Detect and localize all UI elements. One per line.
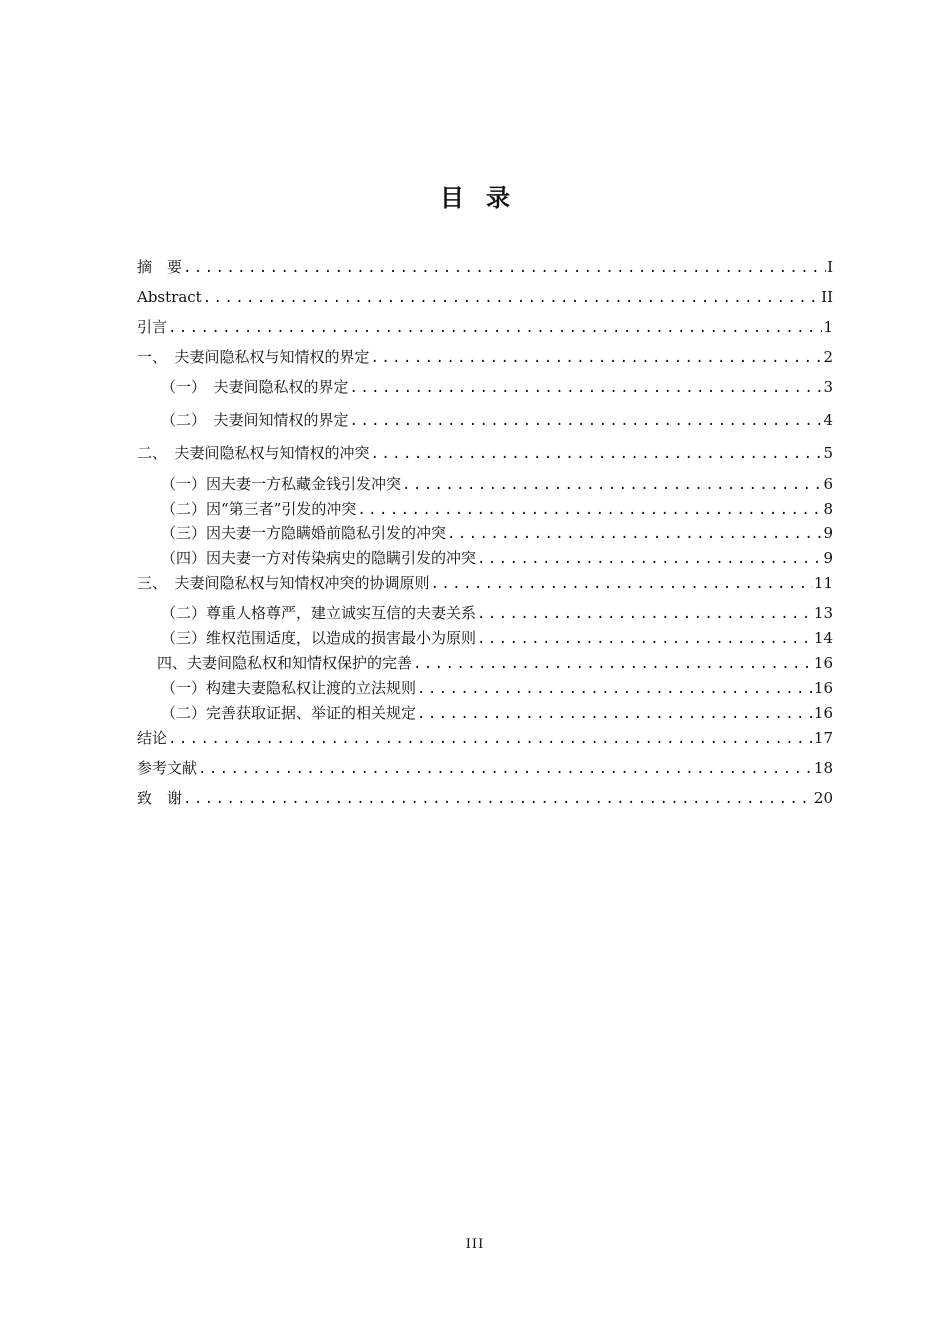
toc-entry-page: 11	[813, 574, 833, 592]
toc-entry-label: （一）构建夫妻隐私权让渡的立法规则	[161, 679, 417, 697]
toc-entry-label: 四、夫妻间隐私权和知情权保护的完善	[157, 654, 413, 672]
toc-entry-label: 三、 夫妻间隐私权与知情权冲突的协调原则	[137, 574, 430, 592]
toc-entry-page: 16	[813, 654, 833, 672]
toc-dot-leader	[417, 677, 813, 701]
toc-entry-label: 一、 夫妻间隐私权与知情权的界定	[137, 348, 370, 366]
toc-entry-label: （二） 夫妻间知情权的界定	[161, 411, 349, 429]
toc-dot-leader	[402, 473, 822, 497]
toc-entry-page: 18	[813, 759, 833, 777]
toc-entry-acknowledgements[interactable]	[137, 786, 833, 810]
toc-entry-label: 引言	[137, 318, 168, 336]
page-number: III	[465, 1237, 485, 1252]
toc-entry-label: 摘 要	[137, 258, 183, 276]
toc-entry-label: 二、 夫妻间隐私权与知情权的冲突	[137, 444, 370, 462]
toc-entry-label: （三）维权范围适度，以造成的损害最小为原则	[161, 629, 477, 647]
toc-entry-page: 17	[813, 729, 833, 747]
toc-dot-leader	[431, 572, 813, 596]
toc-entry-section-1-1[interactable]	[161, 375, 833, 399]
toc-entry-introduction[interactable]	[137, 315, 833, 339]
toc-entry-section-4-1[interactable]	[161, 676, 833, 700]
toc-dot-leader	[413, 652, 813, 676]
toc-entry-label: 参考文献	[137, 759, 198, 777]
toc-entry-section-3-3[interactable]	[161, 626, 833, 650]
toc-entry-chapter-3[interactable]	[137, 571, 833, 595]
toc-entry-abstract-cn[interactable]	[137, 255, 833, 279]
toc-dot-leader	[168, 316, 822, 340]
toc-entry-page: 16	[813, 679, 833, 697]
toc-dot-leader	[350, 376, 823, 400]
toc-dot-leader	[477, 602, 813, 626]
toc-entry-section-2-4[interactable]	[161, 546, 833, 570]
toc-entry-label: （二）完善获取证据、举证的相关规定	[161, 704, 417, 722]
toc-entry-section-1-2[interactable]	[161, 408, 833, 432]
toc-entry-chapter-2[interactable]	[137, 441, 833, 465]
toc-dot-leader	[357, 498, 822, 522]
toc-entry-page: 3	[823, 378, 833, 396]
page-title: 目录	[440, 183, 532, 212]
toc-entry-references[interactable]	[137, 756, 833, 780]
toc-dot-leader	[371, 442, 823, 466]
toc-entry-page: 14	[813, 629, 833, 647]
toc-entry-label: （二）因“第三者”引发的冲突	[161, 500, 357, 518]
toc-dot-leader	[350, 409, 823, 433]
toc-entry-conclusion[interactable]	[137, 726, 833, 750]
toc-entry-page: 1	[823, 318, 833, 336]
toc-dot-leader	[168, 727, 813, 751]
toc-entry-page: 13	[813, 604, 833, 622]
toc-entry-page: 20	[813, 789, 833, 807]
toc-entry-page: 2	[823, 348, 833, 366]
toc-entry-page: 6	[823, 475, 833, 493]
toc-entry-chapter-1[interactable]	[137, 345, 833, 369]
toc-entry-page: I	[827, 258, 833, 276]
toc-dot-leader	[477, 627, 813, 651]
toc-dot-leader	[417, 702, 813, 726]
toc-entry-page: II	[821, 288, 833, 306]
toc-entry-page: 9	[823, 549, 833, 567]
toc-dot-leader	[447, 522, 822, 546]
toc-dot-leader	[198, 757, 813, 781]
toc-entry-section-4-2[interactable]	[161, 701, 833, 725]
toc-entry-section-2-1[interactable]	[161, 472, 833, 496]
toc-entry-section-2-2[interactable]	[161, 497, 833, 521]
toc-dot-leader	[371, 346, 823, 370]
toc-entry-page: 16	[813, 704, 833, 722]
toc-entry-label: （一）因夫妻一方私藏金钱引发冲突	[161, 475, 402, 493]
toc-entry-section-2-3[interactable]	[161, 521, 833, 545]
toc-entry-label: （一） 夫妻间隐私权的界定	[161, 378, 349, 396]
toc-entry-label: （四）因夫妻一方对传染病史的隐瞒引发的冲突	[161, 549, 477, 567]
toc-entry-label: 结论	[137, 729, 168, 747]
toc-entry-page: 5	[823, 444, 833, 462]
toc-entry-section-3-2[interactable]	[161, 601, 833, 625]
toc-entry-abstract-en[interactable]	[137, 285, 833, 309]
toc-dot-leader	[183, 256, 826, 280]
toc-dot-leader	[477, 547, 822, 571]
toc-entry-page: 4	[823, 411, 833, 429]
toc-entry-chapter-4[interactable]	[157, 651, 833, 675]
toc-dot-leader	[183, 787, 813, 811]
toc-entry-page: 9	[823, 524, 833, 542]
toc-entry-label: （二）尊重人格尊严，建立诚实互信的夫妻关系	[161, 604, 477, 622]
toc-entry-label: （三）因夫妻一方隐瞒婚前隐私引发的冲突	[161, 524, 447, 542]
toc-entry-label: Abstract	[137, 288, 202, 306]
toc-entry-label: 致 谢	[137, 789, 183, 807]
toc-dot-leader	[203, 286, 820, 310]
toc-entry-page: 8	[823, 500, 833, 518]
